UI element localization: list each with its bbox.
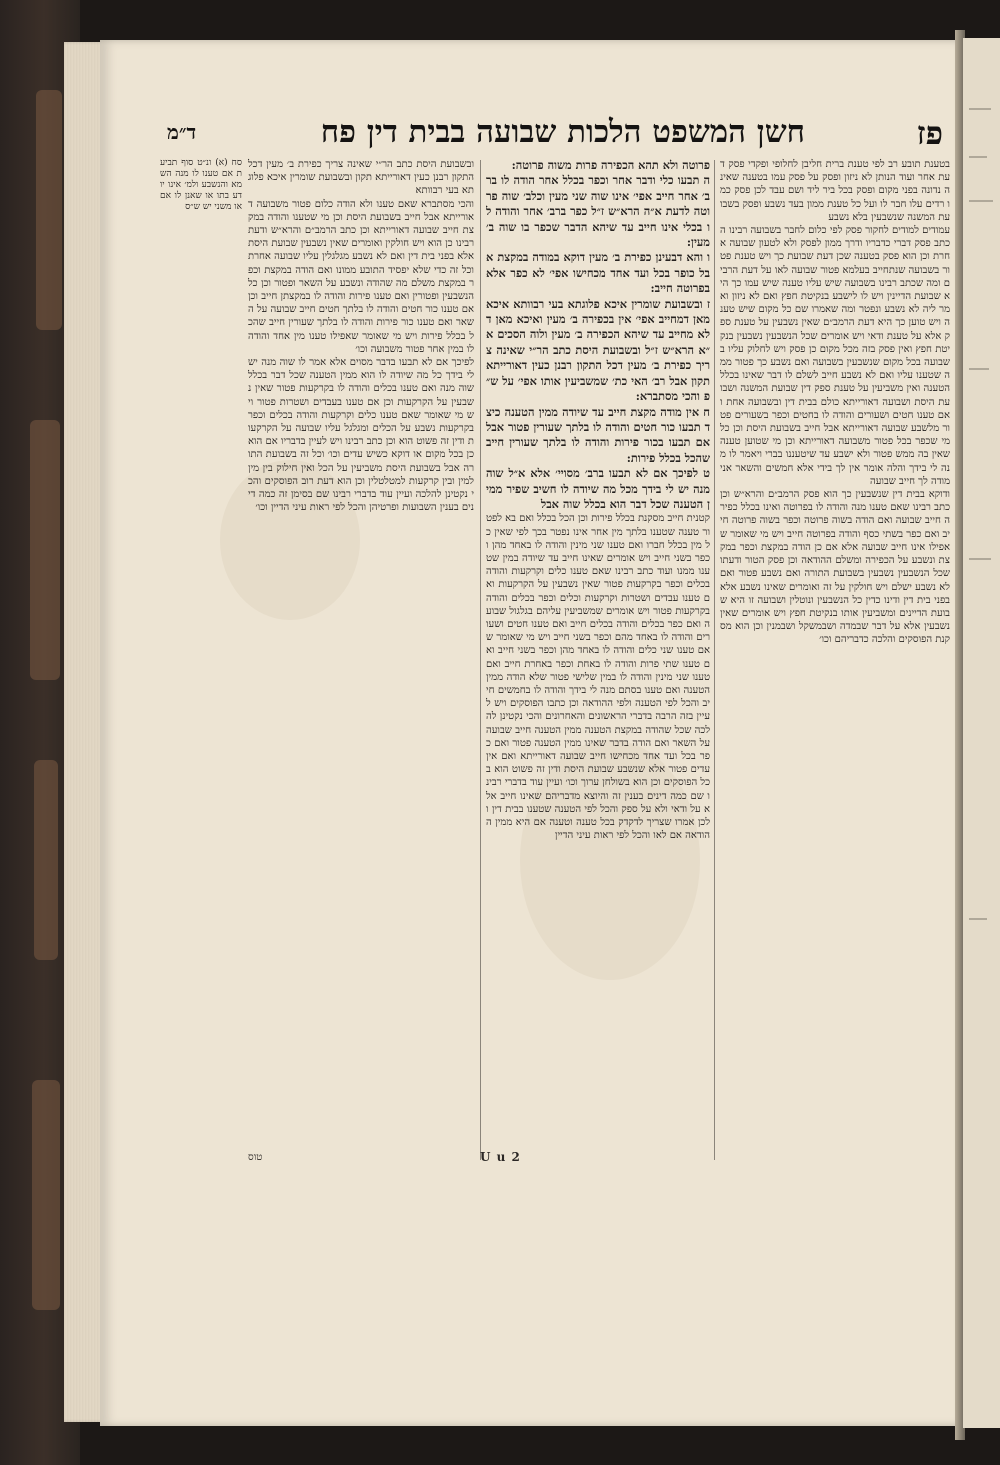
- worn-binding: [30, 420, 60, 680]
- commentary-body: עמודים למודים לחקור פסק לפי כלום לחבר בשבועה רבינו הכתב פסק דברי כדבריו ודרך ממון לפסק ולא לטעון שבועה אחרת וכן הוא פסק בטענה שכן דעת שבועת כך ויש טענת פטור בשבועה שנתחייב בעלמא פטור שבועה לאו על דעת הרבים ומה שכתב רבינו בשבועה שיש עליו טענה שיש עמו כך היא שבועת הדיינין ויש לו לישבע בנקיטת חפץ ואם לא ניזון ואמר ליה לא נשבע ונפטר ומה שאמרו שם כל מקום שיש טענה ויש טוען כך היא דעת הרמב״ם שאין נשבעין על טענת ספק אלא על טענת ודאי ויש אומרים שכל הנשבעין נשבעין בנקיטת חפץ ואין פסק בזה מכל מקום כן פסק ויש לחלוק עליו בשבועה בכל מקום שנשבעין בשבועה ואם נשבע כך פטור ממה שטענו עליו ואם לא נשבע חייב לשלם לו דבר שאינו בכלל הטענה ואין משביעין על טענת ספק דין שבועת המשנה ושבועת היסת ושבועה דאורייתא כולם בבית דין ובשבועה אחת ואם טענו חטים ושעורים והודה לו בחטים וכפר בשעורים פטור מלשבע שבועה דאורייתא אבל חייב בשבועת היסת וכן כל מי שכפר בכל פטור משבועה דאורייתא וכן מי שטוען טענה שאין בה ממש פטור ולא ישבע עד שיטעננו בברי ויאמר לו מנה לי בידך והלה אומר אין לך בידי אלא חמשים והשאר אני מודה לך חייב שבועה: [720, 225, 950, 487]
- column-divider: [480, 160, 481, 1160]
- running-header: [155, 110, 955, 156]
- catchword: טוס: [248, 1152, 263, 1163]
- page-number: פז: [916, 114, 943, 152]
- worn-binding: [36, 90, 62, 330]
- margin-notes-column: [160, 158, 242, 278]
- right-commentary-column: [720, 158, 950, 1148]
- margin-note: סח (א) ונ״ט סוף תביעת אם טענו לו מנה השמא והנשבע ולמ׳ אינו יודע בתו או שאנן לו אם או משני יש ש״ס: [160, 158, 242, 212]
- worn-binding: [32, 1080, 60, 1310]
- worn-binding: [34, 760, 58, 960]
- signature-mark: U u 2: [480, 1150, 521, 1164]
- commentary-body: והכי מסתברא שאם טענו ולא הודה כלום פטור משבועה דאורייתא אבל חייב בשבועת היסת וכן מי שטענו והודה במקצת חייב שבועה דאורייתא וכן כתב הרמב״ם והרא״ש ודעת רבינו כן הוא ויש חולקין ואומרים שאין נשבעין שבועת היסת אלא בפני בית דין ואם לא נשבע מגלגלין עליו שבועה אחרת וכל זה כדי שלא יפסיד התובע ממונו ואם הודה במקצת וכפר במקצת משלם מה שהודה ונשבע על השאר ופטור וכן כל הנשבעין ופטורין ואם טענו פירות והודה לו במקצתן חייב וכן אם טענו כור חטים והודה לו בלתך חטים חייב שבועה על השאר ואם טענו כור פירות והודה לו בלתך שעורין חייב שהכל בכלל פירות ויש מי שאומר שאפילו טענו מין אחד והודה לו במין אחר פטור משבועה וכו׳: [248, 198, 474, 355]
- adjacent-text-fragment: [969, 108, 991, 110]
- adjacent-text-fragment: [969, 368, 989, 370]
- seif-text: ט לפיכך אם לא תבעו ברב׳ מסויי׳ אלא א״ל שוה מנה יש לי בידך מכל מה שיודה לו חשיב שפיר ממין הטענה שכל דבר הוא בכלל שוה אבל: [486, 466, 710, 511]
- marginal-siman-label: ד״מ: [167, 120, 197, 144]
- adjacent-page-edge: [963, 38, 1000, 1428]
- adjacent-text-fragment: [969, 918, 987, 920]
- commentary-opening: ובשבועת היסת כתב הר״י שאינה צריך כפירת ב׳ מעין דכל התקון רבנן כעין דאורייתא תקון ובשבועת שומרין איכא פלוגתא בעי רבוותא: [248, 159, 474, 197]
- left-commentary-column: [248, 158, 474, 1148]
- commentary-opening: בטענת תובע רב לפי טענת ברית חליבן לחלופי ופקדי פסק דעת אחר ועוד הנותן לא ניזון ופסק על פסק עמו בטענה שאינה נדונה בפני מקום ופסק בכל ביר ליד ושם עבד לכן פסק כמו רדים עלו חבר לו ועל כל טענת ממון בעד נשבע ופסק בשבועת המשנה שנשבעין בלא נשבע: [720, 159, 950, 223]
- adjacent-text-fragment: [969, 558, 991, 560]
- main-text-lower: קטנית חייב מסקנת בכלל פירות וכן הכל בכלל ואם בא לפטור טענה שטענו בלתך מין אחר אינו נפטר בכך לפי שאין כל מין בכלל חברו ואם טענו שני מינין והודה לו באחד מהן וכפר בשני חייב ויש אומרים שאינו חייב עד שיודה במין שטענו ממנו ועוד כתב רבינו שאם טענו כלים וקרקעות והודה בכלים וכפר בקרקעות פטור שאין נשבעין על הקרקעות ואם טענו עבדים ושטרות וקרקעות וכלים וכפר בכלים והודה בקרקעות פטור ויש אומרים שמשביעין עליהם בגלגול שבועה ואם כפר בכלים והודה בכלים חייב ואם טענו חטים ושעורים והודה לו באחד מהם וכפר בשני חייב ויש מי שאומר שאם טענו שני כלים והודה לו באחד מהן וכפר בשני חייב ואם טענו שתי פרות והודה לו באחת וכפר באחרת חייב ואם טענו שני מינין והודה לו במין שלישי פטור שלא הודה ממין הטענה ואם טענו בסתם מנה לי בידך והודה לו בחמשים חייב והכל לפי הטענה ולפי ההודאה וכן כתבו הפוסקים ויש לעיין בזה הרבה בדברי הראשונים והאחרונים והכי נקטינן להלכה שכל שהודה במקצת הטענה ממין הטענה חייב שבועה על השאר ואם הודה בדבר שאינו ממין הטענה פטור ואם כפר בכל ועד אחד מכחישו חייב שבועה דאורייתא ואם אין עדים פטור אלא שנשבע שבועת היסת ודין זה פשוט הוא בכל הפוסקים וכן הוא בשולחן ערוך וכו׳ ועיין עוד בדברי רבינו שם כמה דינים בענין זה והיוצא מדבריהם שאינו חייב אלא על ודאי ולא על ספק והכל לפי הטענה שטענו בבית דין ולכן אמרו שצריך לדקדק בכל טענה וטענה אם היא ממין ההודאה אם לאו והכל לפי ראות עיני הדיין: [486, 513, 710, 842]
- seif-text: ז ובשבועת שומרין איכא פלוגתא בעי רבוותא איכא מאן דמחייב אפי׳ אין בכפירה ב׳ מעין ואיכא מאן דלא מחייב עד שיהא הכפירה ב׳ מעין ולוה הסכים א״א הרא״ש ז״ל ובשבועת היסת כתב הר״י שאינה צריך כפירת ב׳ מעין דכל התקון רבנן כעין דאורייתא תקון אבל רב׳ האי כת׳ שמשביעין אותו אפי׳ על ש״פ והכי מסתברא:: [486, 296, 710, 404]
- main-text-opening: פרוטה ולא תהא הכפירה פרות משוה פרוטה:: [511, 158, 710, 172]
- seif-text: ו והא דבעינן כפירת ב׳ מעין דוקא במודה במקצת אבל כופר בכל ועד אחד מכחישו אפי׳ לא כפר אלא בפרוטה חייב:: [486, 250, 710, 296]
- adjacent-text-fragment: [969, 200, 993, 202]
- column-divider: [714, 160, 715, 1160]
- seif-text: ה תבעו כלי ודבר אחר וכפר בכלל אחר הודה לו ברב׳ אחר חייב אפי׳ אינו שוה שני מעין וכלב׳ שוה פרוטה לדעת א״ה הרא״ש ז״ל כפר ברב׳ אחר והודה לו בכלי אינו חייב עד שיהא הדבר שכפר בו שוה ב׳ מעין:: [486, 173, 710, 250]
- center-main-text-column: [486, 158, 710, 1148]
- commentary-lower: לפיכך אם לא תבעו בדבר מסוים אלא אמר לו שוה מנה יש לי בידך כל מה שיודה לו הוא ממין הטענה שכל דבר בכלל שוה מנה ואם טענו בכלים והודה לו בקרקעות פטור שאין נשבעין על הקרקעות וכן אם טענו בעבדים ושטרות פטור ויש מי שאומר שאם טענו כלים וקרקעות והודה בכלים וכפר בקרקעות נשבע על הכלים ומגלגל עליו שבועה על הקרקעות ודין זה פשוט הוא וכן כתב רבינו ויש לעיין בדבריו אם הוא כן בכל מקום או דוקא כשיש עדים וכו׳ וכל זה בשבועת התורה אבל בשבועת היסת משביעין על הכל ואין חילוק בין מין למין ובין קרקעות למטלטלין וכן הוא דעת רוב הפוסקים והכי נקטינן להלכה ועיין עוד בדברי רבינו שם בסימן זה כמה דינים בענין השבועות ופרטיהן והכל לפי ראות עיני הדיין וכו׳: [248, 357, 474, 514]
- seif-text: ח אין מודה מקצת חייב עד שיודה ממין הטענה כיצד תבעו כור חטים והודה לו בלתך שעורין פטור אבל אם תבעו בכור פירות והודה לו בלתך שעורין חייב שהכל בכלל פירות:: [486, 404, 710, 465]
- adjacent-text-fragment: [969, 156, 987, 158]
- commentary-lower: ודוקא בבית דין שנשבעין כך הוא פסק הרמב״ם והרא״ש וכן כתב רבינו שאם טענו מנה והודה לו בפרוטה ואינו בכלל כפירה חייב שבועה ואם הודה בשוה פרוטה וכפר בשוה פרוטה חייב ואם כפר בשתי כסף והודה בפרוטה חייב ויש מי שאומר שאפילו אינו חייב שבועה אלא אם כן הודה במקצת וכפר במקצת ונשבע על הכפירה ומשלם ההודאה וכן פסק הטור ודעתו שכל הנשבעין נשבעין בשבועת התורה ואם נשבע פטור ואם לא נשבע ישלם ויש חולקין על זה ואומרים שאינו נשבע אלא בפני בית דין ודינו כדין כל הנשבעין ונוטלין ושבועה זו היא שבועת הדיינים ומשביעין אותו בנקיטת חפץ ויש אומרים שאין נשבעין אלא על דבר שבמדה ושבמשקל ושבמנין וכן הוא מסקנת הפוסקים והלכה כדבריהם וכו׳: [720, 489, 950, 646]
- page-title: חשן המשפט הלכות שבועה בבית דין פח: [320, 114, 805, 150]
